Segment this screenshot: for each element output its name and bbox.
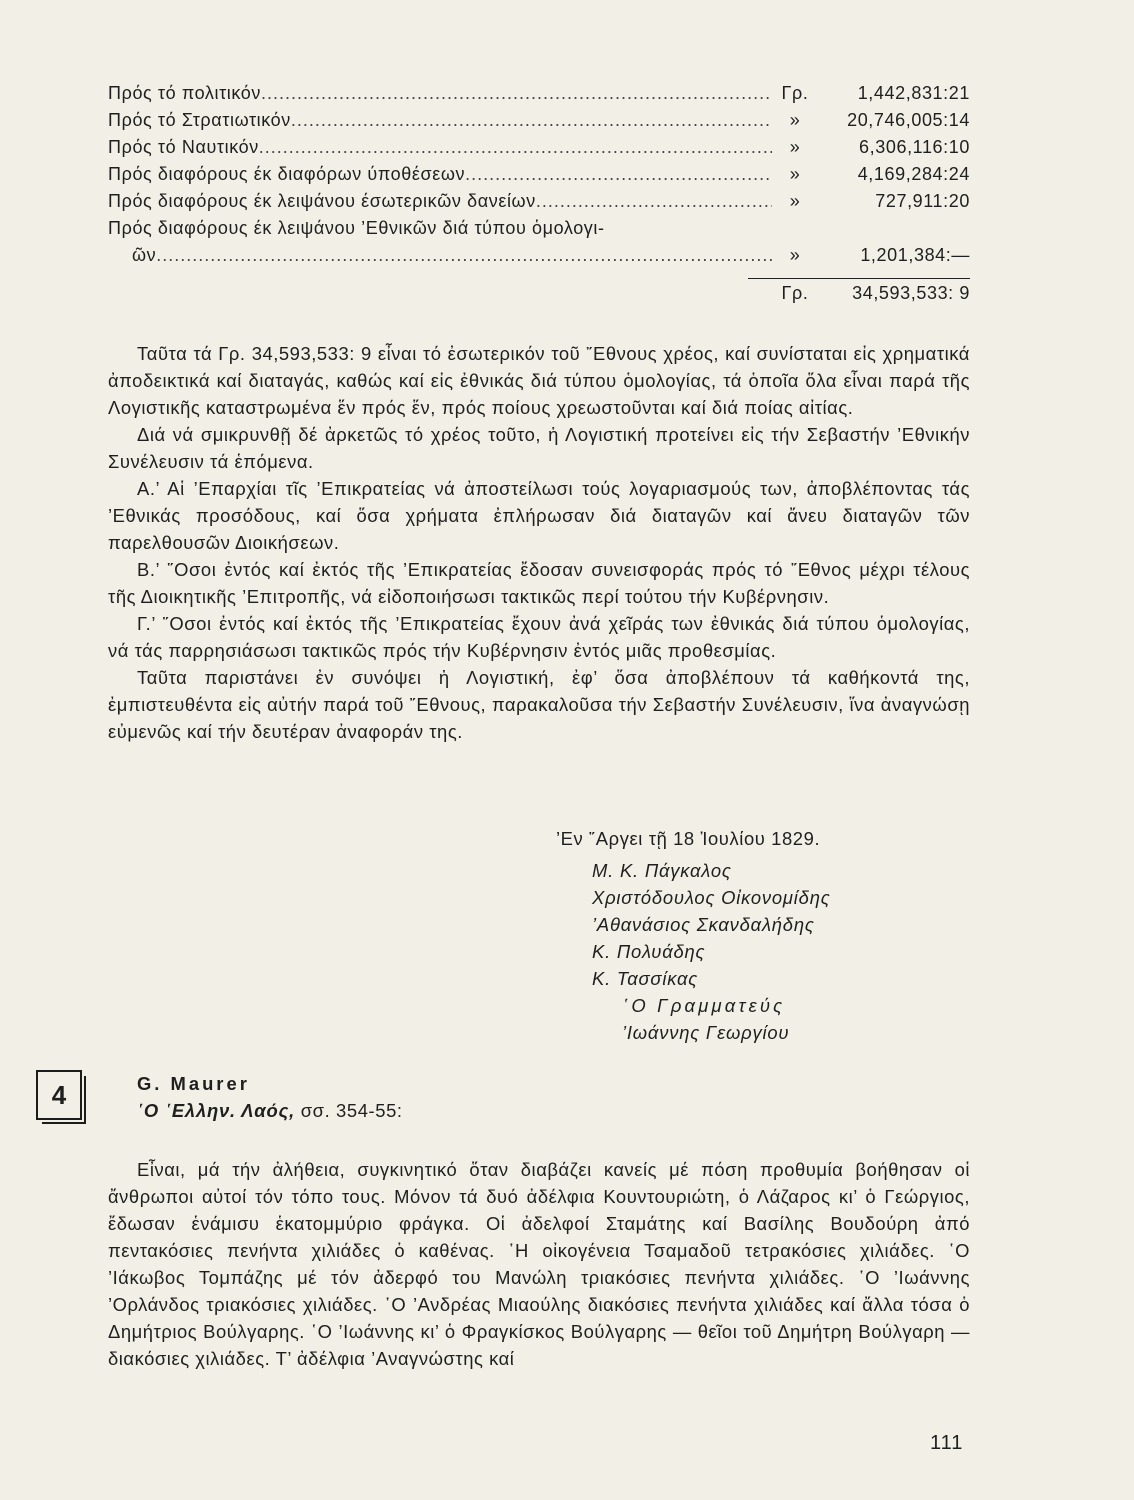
ledger-row [108, 110, 970, 137]
report-body [108, 340, 970, 745]
ledger-row [108, 245, 970, 272]
total-rule [748, 278, 970, 279]
signatory-name: Μ. Κ. Πάγκαλος [592, 860, 732, 881]
paragraph: Β.’ ῞Οσοι ἐντός καί ἐκτός τῆς ’Επικρατείας ἔδοσαν συνεισφοράς πρός τό ῎Εθνος μέχρι τέλους τῆς Διοικητικῆς ’Επιτροπῆς, νά εἰδοποιήσωσι τακτικῶς περί τούτου τήν Κυβέρνησιν. [108, 559, 970, 607]
ledger-amount: 1,442,831:21 [857, 83, 970, 103]
secretary-title: ῾Ο Γραμματεύς [622, 995, 786, 1016]
secretary-name: ’Ιωάννης Γεωργίου [622, 1022, 790, 1043]
ledger-currency: Γρ. [781, 83, 809, 103]
source-number-box [36, 1070, 84, 1122]
ledger-amount: 1,201,384:— [860, 245, 970, 265]
ledger-label: Πρός τό Στρατιωτικόν [108, 110, 291, 130]
signatory-name: Χριστόδουλος Οἰκονομίδης [592, 887, 831, 908]
ledger-row [108, 218, 970, 245]
paragraph: Εἶναι, μά τήν ἀλήθεια, συγκινητικό ὅταν διαβάζει κανείς μέ πόση προθυμία βοήθησαν οἱ ἄνθρωποι αὐτοί τόν τόπο τους. Μόνον τά δυό ἀδέλφια Κουντουριώτη, ὁ Λάζαρος κι’ ὁ Γεώργιος, ἔδωσαν ἑνάμισυ ἑκατομμύριο φράγκα. Οἱ ἀδελφοί Σταμάτης καί Βασίλης Βουδούρη ἀπό πεντακόσιες πενήντα χιλιάδες ὁ καθένας. ῾Η οἰκογένεια Τσαμαδοῦ τετρακόσιες χιλιάδες. ῾Ο ’Ιάκωβος Τομπάζης μέ τόν ἀδερφό του Μανώλη τριακόσιες πενήντα χιλιάδες. ῾Ο ’Ιωάννης ’Ορλάνδος τριακόσιες χιλιάδες. ῾Ο ’Ανδρέας Μιαούλης διακόσιες πενήντα χιλιάδες καί ἄλλα τόσα ὁ Δημήτριος Βούλγαρης. ῾Ο ’Ιωάννης κι’ ὁ Φραγκίσκος Βούλγαρης — θεῖοι τοῦ Δημήτρη Βούλγαρη — διακόσιες χιλιάδες. Τ’ ἀδέλφια ’Αναγνώστης καί [108, 1159, 970, 1369]
paragraph: Γ.’ ῞Οσοι ἐντός καί ἐκτός τῆς ’Επικρατείας ἔχουν ἀνά χεῖράς των ἐθνικάς διά τύπου ὁμολογίας, νά τάς παρρησιάσωσι τακτικῶς πρός τήν Κυβέρνησιν ἐντός μιᾶς προθεσμίας. [108, 613, 970, 661]
ledger-total-currency: Γρ. [781, 283, 809, 303]
ledger-row [108, 83, 970, 110]
debt-ledger [108, 83, 970, 310]
signatory-name: Κ. Τασσίκας [592, 968, 699, 989]
paragraph: Ταῦτα παριστάνει ἐν συνόψει ἡ Λογιστική, ἐφ’ ὅσα ἀποβλέπουν τά καθήκοντά της, ἐμπιστευθέντα εἰς αὐτήν παρά τοῦ ῎Εθνους, παρακαλοῦσα τήν Σεβαστήν Συνέλευσιν, ἵνα ἀναγνώσῃ εὐμενῶς καί τήν δευτέραν ἀναφοράν της. [108, 667, 970, 742]
source-pages: σσ. 354-55: [300, 1100, 403, 1121]
ledger-amount: 6,306,116:10 [859, 137, 970, 157]
source-number: 4 [36, 1070, 82, 1120]
ledger-total-row [108, 283, 970, 310]
signatory-name: Κ. Πολυάδης [592, 941, 706, 962]
signatories [592, 857, 830, 1046]
source-work: ῾Ο ῾Ελλην. Λαός, [137, 1100, 295, 1121]
paragraph: Διά νά σμικρυνθῇ δέ ἀρκετῶς τό χρέος τοῦτο, ἡ Λογιστική προτείνει εἰς τήν Σεβαστήν ’Εθνικήν Συνέλευσιν τά ἑπόμενα. [108, 424, 970, 472]
ledger-amount: 727,911:20 [875, 191, 970, 211]
source-citation [137, 1100, 403, 1122]
ledger-total-amount: 34,593,533: 9 [852, 283, 970, 303]
ledger-label: Πρός διαφόρους έκ λειψάνου έσωτερικῶν δανείων [108, 191, 536, 211]
paragraph: Ταῦτα τά Γρ. 34,593,533: 9 εἶναι τό ἐσωτερικόν τοῦ ῎Εθνους χρέος, καί συνίσταται εἰς χρηματικά ἀποδεικτικά καί διαταγάς, καθώς καί εἰς ἐθνικάς διά τύπου ὁμολογίας, τά ὁποῖα ὅλα εἶναι παρά τῆς Λογιστικῆς καταστρωμένα ἕν πρός ἕν, πρός ποίους χρεωστοῦνται καί διά ποίας αἰτίας. [108, 343, 970, 418]
ledger-currency: » [789, 110, 801, 130]
ledger-row [108, 137, 970, 164]
signature-date: ’Εν ῎Αργει τῇ 18 Ἰουλίου 1829. [556, 828, 821, 849]
ledger-label: Πρός διαφόρους έκ λειψάνου ’Εθνικῶν διά τύπου ὁμολογι- [108, 218, 605, 238]
ledger-currency: » [789, 191, 801, 211]
ledger-label: ῶν [132, 245, 157, 265]
ledger-amount: 20,746,005:14 [847, 110, 970, 130]
excerpt-body [108, 1156, 970, 1372]
ledger-amount: 4,169,284:24 [857, 164, 970, 184]
page-number: 111 [930, 1432, 964, 1454]
ledger-currency: » [789, 164, 801, 184]
ledger-row [108, 191, 970, 218]
paragraph: Α.’ Αἱ ’Επαρχίαι τῖς ’Επικρατείας νά ἀποστείλωσι τούς λογαριασμούς των, ἀποβλέποντας τάς ’Εθνικάς προσόδους, καί ὅσα χρήματα ἐπλήρωσαν διά διαταγῶν καί ἄνευ διαταγῶν τῶν παρελθουσῶν Διοικήσεων. [108, 478, 970, 553]
ledger-label: Πρός τό Ναυτικόν [108, 137, 259, 157]
ledger-label: Πρός διαφόρους έκ διαφόρων ύποθέσεων [108, 164, 466, 184]
ledger-row [108, 164, 970, 191]
source-author: G. Maurer [137, 1073, 250, 1094]
ledger-currency: » [789, 245, 801, 265]
ledger-label: Πρός τό πολιτικόν [108, 83, 261, 103]
ledger-currency: » [789, 137, 801, 157]
signatory-name: ’Αθανάσιος Σκανδαλήδης [592, 914, 815, 935]
